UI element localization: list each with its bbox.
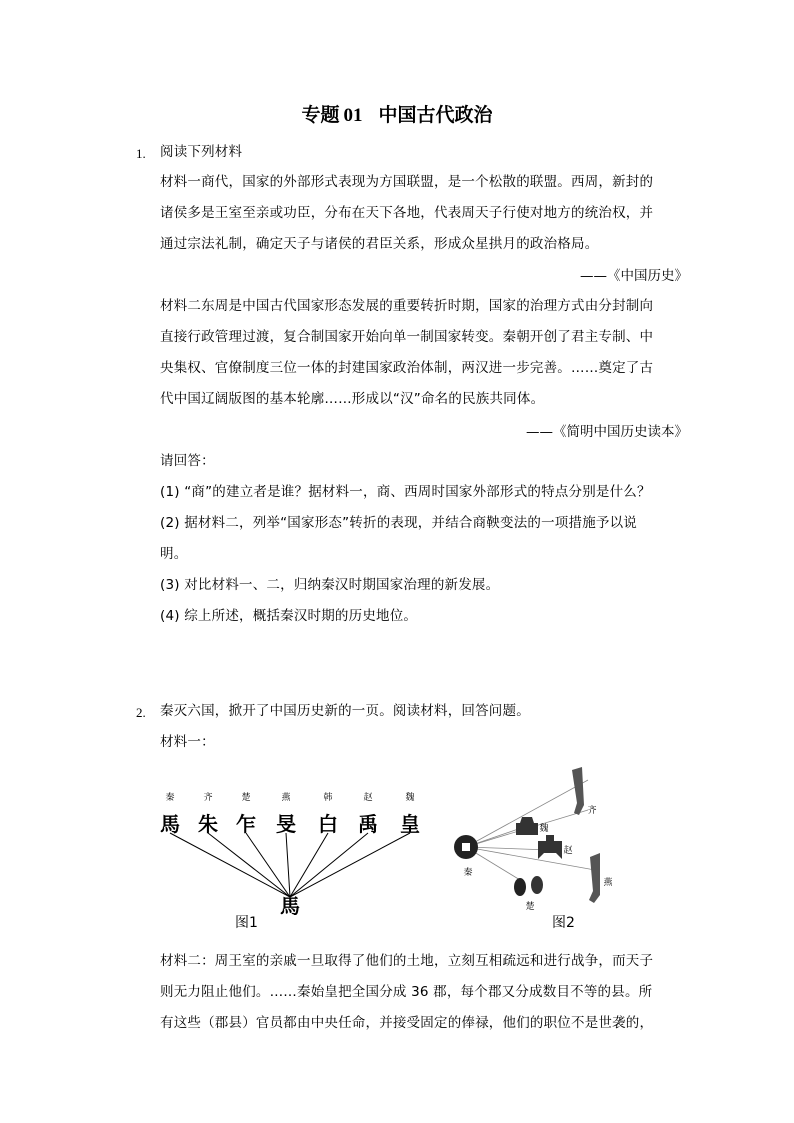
fig2-label: 齐 [587, 806, 597, 816]
fig1-seal-glyph: 禹 [358, 812, 378, 836]
spade-coin-icon [516, 817, 538, 835]
fig2-caption: 图2 [552, 915, 575, 931]
q1-question: 明。 [160, 546, 188, 562]
fig1-state-label: 楚 [241, 793, 251, 803]
fig1-seal-glyph: 旻 [276, 812, 296, 836]
q1-m2-line: 直接行政管理过渡，复合制国家开始向单一制国家转变。秦朝开创了君主专制、中 [160, 329, 654, 345]
fig1-state-label: 赵 [363, 793, 373, 803]
q1-question: (1) “商”的建立者是谁？据材料一，商、西周时国家外部形式的特点分别是什么？ [160, 484, 651, 500]
q1-question: (3) 对比材料一、二，归纳秦汉时期国家治理的新发展。 [160, 577, 500, 593]
page-title [0, 100, 794, 127]
knife-coin-icon [572, 767, 584, 815]
fig1-seal-glyph: 馬 [160, 812, 180, 836]
ant-nose-coin-icon [531, 876, 543, 894]
figure-1-seal-script [150, 785, 440, 915]
q2-number: 2. [136, 705, 146, 720]
q1-m2-source: ——《简明中国历史读本》 [526, 424, 688, 440]
fig2-label: 燕 [603, 878, 613, 888]
q1-intro: 阅读下列材料 [160, 144, 243, 160]
q2-m2-line: 材料二：周王室的亲戚一旦取得了他们的土地，立刻互相疏远和进行战争，而天子 [160, 953, 654, 969]
fig1-caption: 图1 [235, 915, 258, 931]
q1-m2-line: 央集权、官僚制度三位一体的封建国家政治体制，两汉进一步完善。……奠定了古 [160, 360, 654, 376]
fig1-seal-glyph: 乍 [236, 812, 256, 836]
fig1-state-label: 魏 [405, 793, 415, 803]
fig2-label: 秦 [463, 868, 473, 878]
q1-m2-line: 材料二东周是中国古代国家形态发展的重要转折时期，国家的治理方式由分封制向 [160, 298, 654, 314]
fig2-label: 赵 [563, 846, 573, 856]
q1-question: (4) 综上所述，概括秦汉时期的历史地位。 [160, 608, 418, 624]
q1-m1-line: 材料一商代，国家的外部形式表现为方国联盟，是一个松散的联盟。西周，新封的 [160, 174, 654, 190]
fig1-state-label: 齐 [203, 793, 213, 803]
knife-coin-icon [589, 853, 600, 903]
fig1-seal-glyph: 白 [318, 812, 338, 836]
q1-m1-line: 通过宗法礼制，确定天子与诸侯的君臣关系，形成众星拱月的政治格局。 [160, 236, 599, 252]
spade-coin-icon [538, 835, 562, 859]
q1-question: (2) 据材料二，列举“国家形态”转折的表现，并结合商鞅变法的一项措施予以说 [160, 515, 638, 531]
q1-number: 1. [136, 146, 146, 161]
q1-m1-source: ——《中国历史》 [580, 268, 688, 284]
title-number: 01 [343, 105, 363, 126]
fig1-seal-glyph: 皇 [400, 812, 420, 836]
fig1-state-label: 秦 [165, 793, 175, 803]
fig2-label: 楚 [525, 902, 535, 912]
q2-m2-line: 有这些（郡县）官员都由中央任命，并接受固定的俸禄，他们的职位不是世袭的， [160, 1015, 654, 1031]
q2-m1-label: 材料一： [160, 734, 215, 750]
title-text: 中国古代政治 [378, 104, 493, 126]
fig1-seal-glyph: 朱 [198, 812, 218, 836]
q2-intro: 秦灭六国，掀开了中国历史新的一页。阅读材料，回答问题。 [160, 703, 530, 719]
figure-2-coins [440, 765, 630, 915]
fig1-unified-glyph: 馬 [280, 894, 300, 915]
ant-nose-coin-icon [514, 878, 526, 896]
q1-m2-line: 代中国辽阔版图的基本轮廓……形成以“汉”命名的民族共同体。 [160, 391, 545, 407]
q1-m1-line: 诸侯多是王室至亲或功臣，分布在天下各地，代表周天子行使对地方的统治权，并 [160, 205, 654, 221]
q2-m2-line: 则无力阻止他们。……秦始皇把全国分成 36 郡，每个郡又分成数目不等的县。所 [160, 984, 653, 1000]
fig1-state-label: 燕 [281, 793, 291, 803]
fig1-state-label: 韩 [323, 793, 333, 803]
fig2-label: 魏 [539, 824, 549, 834]
title-prefix: 专题 [301, 104, 340, 126]
q1-ask: 请回答： [160, 453, 215, 469]
